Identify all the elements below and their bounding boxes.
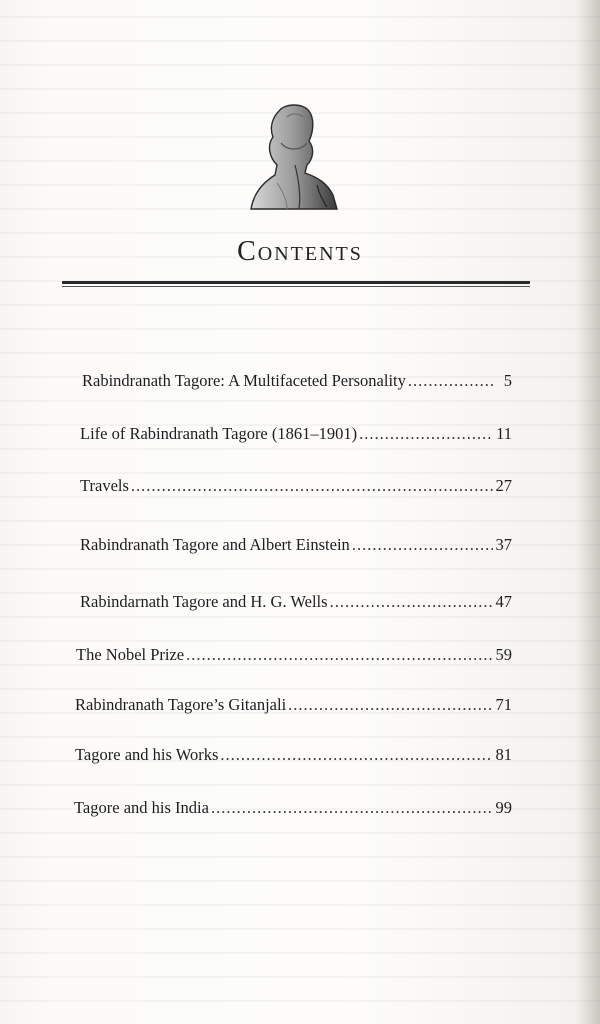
toc-leader-dots (359, 424, 493, 444)
toc-entry-title: Rabindranath Tagore and Albert Einstein (80, 535, 350, 554)
toc-entry-title: Tagore and his India (74, 798, 209, 817)
toc-entry[interactable] (76, 645, 512, 665)
page-title: Contents (237, 236, 363, 267)
toc-entry-page: 5 (503, 371, 512, 390)
toc-entry-title: Life of Rabindranath Tagore (1861–1901) (80, 424, 358, 443)
toc-entry-page: 47 (495, 592, 512, 611)
toc-entry[interactable] (75, 745, 512, 765)
toc-leader-dots (408, 371, 495, 391)
toc-entry[interactable] (75, 695, 512, 715)
toc-entry[interactable] (74, 798, 512, 818)
toc-entry[interactable] (80, 424, 512, 444)
toc-entry-page: 59 (495, 645, 512, 664)
toc-entry-title: Rabindarnath Tagore and H. G. Wells (80, 592, 328, 611)
toc-entry-title: Rabindranath Tagore’s Gitanjali (75, 695, 287, 714)
toc-leader-dots (330, 592, 493, 612)
toc-leader-dots (131, 476, 493, 496)
toc-entry[interactable] (80, 476, 512, 496)
toc-entry-title: Rabindranath Tagore: A Multifaceted Personality (82, 371, 406, 390)
toc-leader-dots (186, 645, 492, 665)
toc-leader-dots (211, 798, 493, 818)
toc-entry[interactable] (80, 592, 512, 612)
toc-entry-page: 11 (496, 424, 512, 443)
toc-entry-title: Travels (80, 476, 129, 495)
toc-entry[interactable] (82, 371, 512, 391)
toc-entry-title: The Nobel Prize (76, 645, 185, 664)
toc-leader-dots (352, 535, 493, 555)
toc-entry-page: 99 (495, 798, 512, 817)
toc-entry-page: 27 (495, 476, 512, 495)
toc-entry-title: Tagore and his Works (75, 745, 219, 764)
toc-entry[interactable] (80, 535, 512, 555)
toc-leader-dots (220, 745, 492, 765)
toc-entry-page: 81 (495, 745, 512, 764)
toc-entry-page: 71 (495, 695, 512, 714)
toc-leader-dots (288, 695, 492, 715)
toc-entry-page: 37 (495, 535, 512, 554)
